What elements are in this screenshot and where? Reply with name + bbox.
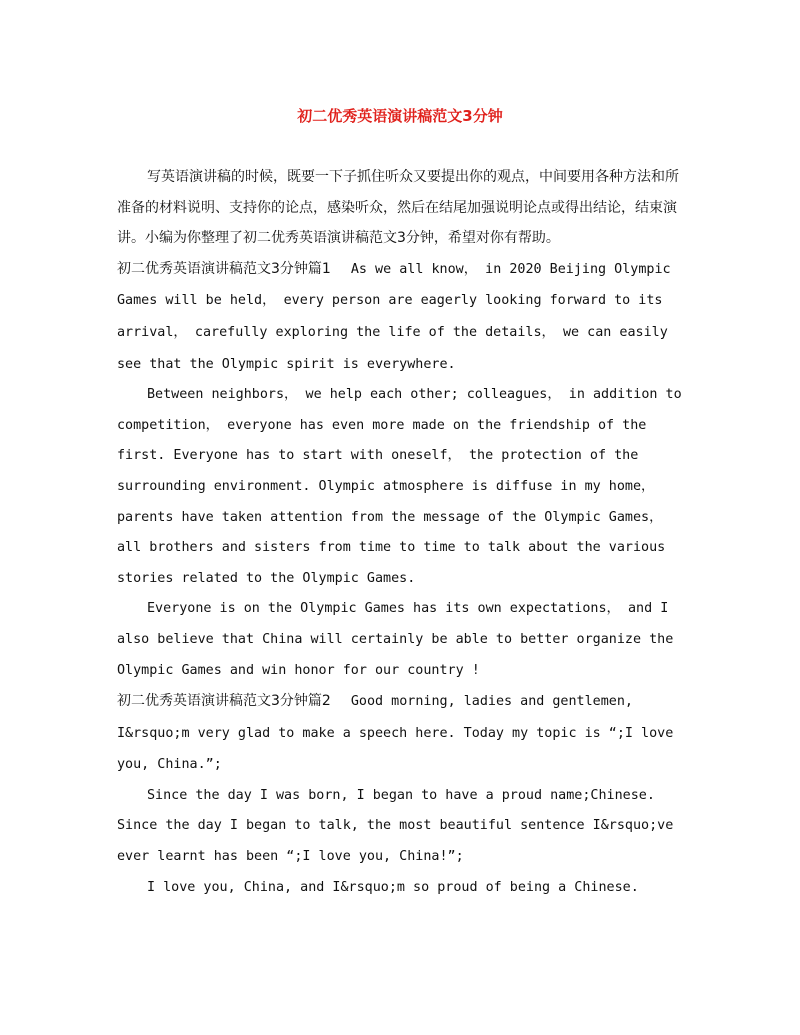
page-title: 初二优秀英语演讲稿范文3分钟 [297,107,503,125]
section-1-paragraph-1: As we all know， in 2020 Beijing Olympic Games will be held， every person are eagerly looking forward to its arrival， carefully exploring the life of the details， we can easily see that the Olympic spirit is everywhere. [117,261,671,372]
section-1-paragraph-3: Everyone is on the Olympic Games has its own expectations， and I also believe that China will certainly be able to better organize the Olympic Games and win honor for our country ! [117,601,674,678]
section-1-heading: 初二优秀英语演讲稿范文3分钟篇1 [117,260,331,277]
section-1-first-paragraph [117,254,687,380]
intro-paragraph: 写英语演讲稿的时候，既要一下子抓住听众又要提出你的观点，中间要用各种方法和所准备的材料说明、支持你的论点，感染听众，然后在结尾加强说明论点或得出结论，结束演讲。小编为你整理了初二优秀英语演讲稿范文3分钟，希望对你有帮助。 [117,169,679,247]
section-2-paragraph-2: Since the day I was born, I began to have a proud name;Chinese. Since the day I began to talk, the most beautiful sentence I&rsquo;ve ever learnt has been “;I love you, China!”; [117,787,674,865]
section-1-paragraph-2: Between neighbors， we help each other; colleagues， in addition to competition， everyone has even more made on the friendship of the first. Everyone has to start with oneself， the protection of the surrounding environment. Olympic atmosphere is diffuse in my home， parents have taken attention from the message of the Olympic Games， all brothers and sisters from time to time to talk about the various stories related to the Olympic Games. [117,387,682,586]
section-2-paragraph-1: Good morning, ladies and gentlemen, I&rsquo;m very glad to make a speech here. Today my topic is “;I love you, China.”; [117,694,674,773]
section-2-paragraph-3: I love you, China, and I&rsquo;m so proud of being a Chinese. [147,879,639,895]
section-2-heading: 初二优秀英语演讲稿范文3分钟篇2 [117,693,331,710]
document-body [117,162,687,903]
section-2-first-paragraph [117,686,687,781]
